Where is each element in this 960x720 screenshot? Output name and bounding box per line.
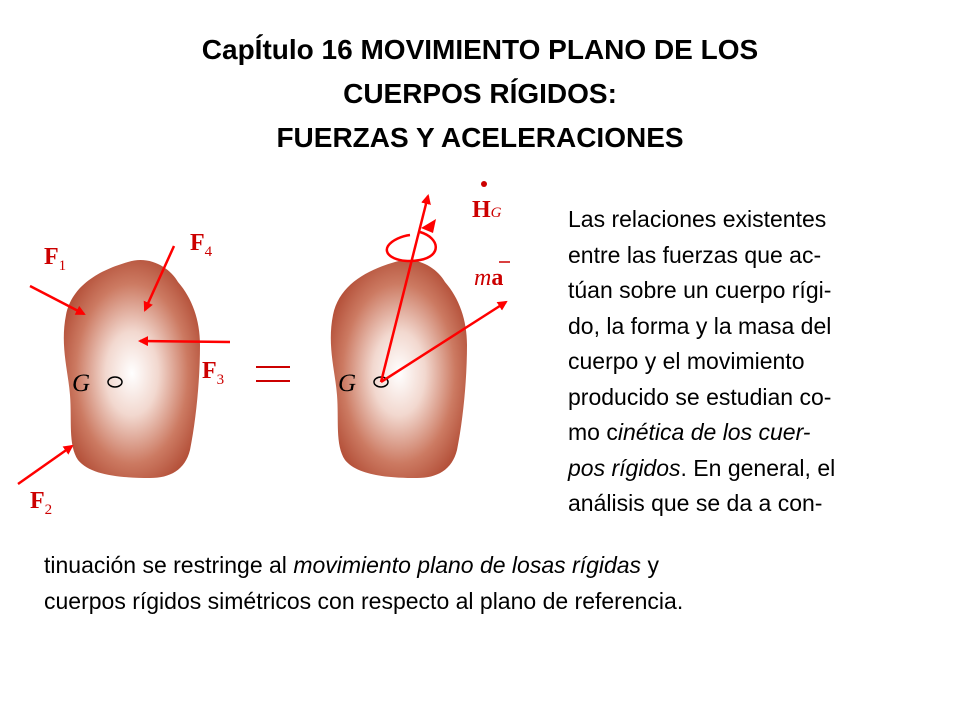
rotation-indicator (387, 232, 436, 261)
inertia-vector-label: ma (474, 265, 504, 291)
paragraph-line: análisis que se da a con- (568, 490, 823, 516)
angular-momentum-label: HG (472, 197, 502, 223)
force-label-f2: $F_2$ (30, 488, 53, 518)
rotation-indicator-arrowhead (421, 219, 436, 233)
title-line-1: CapÍtulo 16 MOVIMIENTO PLANO DE LOS (201, 34, 759, 65)
body-paragraph (568, 202, 835, 522)
force-arrow-f2 (18, 446, 72, 484)
right-center-label: G (338, 370, 357, 397)
title-line-2: CUERPOS RÍGIDOS: (343, 78, 617, 109)
paragraph-line: pos rígidos. En general, el (568, 454, 836, 481)
title-line-3: FUERZAS Y ACELERACIONES (276, 122, 684, 153)
paragraph-line: do, la forma y la masa del (568, 312, 832, 339)
force-label-f4: $F_4$ (190, 230, 213, 260)
paragraph-line: cuerpo y el movimiento (568, 348, 805, 374)
paragraph-line: entre las fuerzas que ac- (568, 241, 822, 268)
paragraph-line: Las relaciones existentes (568, 206, 827, 232)
paragraph-line: tinuación se restringe al movimiento plano de losas rígidas y (44, 552, 659, 578)
paragraph-line: producido se estudian co- (568, 383, 832, 410)
paragraph-line: mo cinética de los cuer- (568, 419, 811, 445)
force-label-f3: $F_3$ (202, 358, 225, 388)
left-center-label: G (72, 370, 91, 397)
force-arrow-f3 (140, 341, 230, 342)
body-paragraph-continued (44, 548, 683, 619)
force-label-f1: $F_1$ (44, 244, 67, 274)
paragraph-line: cuerpos rígidos simétricos con respecto al plano de referencia. (44, 587, 684, 614)
h-dot-accent (481, 181, 487, 187)
paragraph-line: túan sobre un cuerpo rígi- (568, 277, 832, 303)
